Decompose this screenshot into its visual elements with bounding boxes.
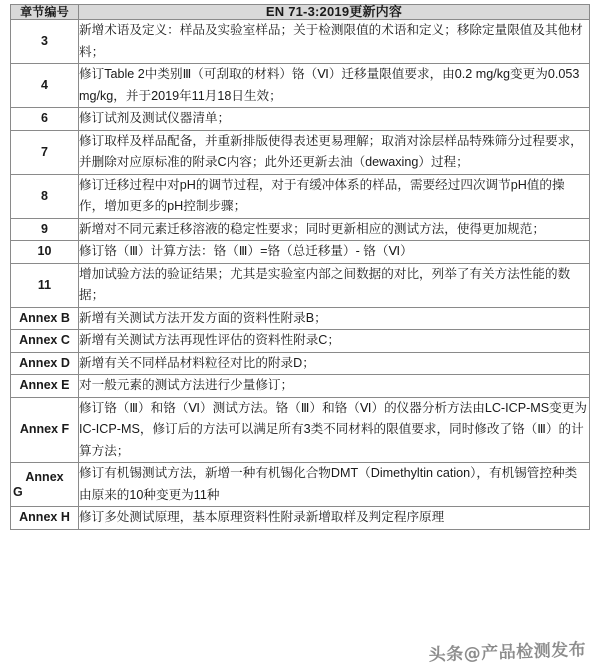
row-section-annex-letter: G <box>13 484 23 499</box>
table-row <box>11 463 590 507</box>
table-row <box>11 375 590 398</box>
row-content: 修订铬（Ⅲ）和铬（Ⅵ）测试方法。铬（Ⅲ）和铬（Ⅵ）的仪器分析方法由LC-ICP-MS变更为IC-ICP-MS，修订后的方法可以满足所有3类不同材料的限值要求，同时修改了铬（Ⅲ）的计算方法； <box>79 397 590 463</box>
row-content: 新增有关不同样品材料粒径对比的附录D； <box>79 352 590 375</box>
table-header <box>11 5 590 20</box>
row-section-annex-word: Annex <box>25 469 64 484</box>
table-row <box>11 174 590 218</box>
row-section-number: 7 <box>11 130 79 174</box>
column-header-content: EN 71-3:2019更新内容 <box>79 5 590 20</box>
row-content: 新增有关测试方法再现性评估的资料性附录C； <box>79 330 590 353</box>
row-content: 修订有机锡测试方法，新增一种有机锡化合物DMT（Dimethyltin cation），有机锡管控种类由原来的10种变更为11种 <box>79 463 590 507</box>
table-row <box>11 352 590 375</box>
table-row <box>11 397 590 463</box>
row-section-number: 9 <box>11 218 79 241</box>
table-row <box>11 218 590 241</box>
row-section-number: 3 <box>11 20 79 64</box>
table-row <box>11 330 590 353</box>
row-section-number: Annex D <box>11 352 79 375</box>
row-section-number: Annex H <box>11 507 79 530</box>
row-section-number: Annex E <box>11 375 79 398</box>
row-section-number: 8 <box>11 174 79 218</box>
row-section-number <box>11 463 79 507</box>
standard-update-table <box>10 4 590 530</box>
row-section-number: Annex B <box>11 307 79 330</box>
row-section-number: Annex C <box>11 330 79 353</box>
table-row <box>11 130 590 174</box>
row-content: 修订试剂及测试仪器清单； <box>79 108 590 131</box>
row-section-number: 11 <box>11 263 79 307</box>
table-row <box>11 108 590 131</box>
table-row <box>11 241 590 264</box>
table-row <box>11 20 590 64</box>
row-section-number: Annex F <box>11 397 79 463</box>
table-body <box>11 20 590 530</box>
row-content: 增加试验方法的验证结果；尤其是实验室内部之间数据的对比，列举了有关方法性能的数据； <box>79 263 590 307</box>
row-content: 修订取样及样品配备，并重新排版使得表述更易理解；取消对涂层样品特殊筛分过程要求，并删除对应原标准的附录C内容；此外还更新去油（dewaxing）过程； <box>79 130 590 174</box>
watermark-text: 头条@产品检测发布 <box>427 640 586 666</box>
table-header-row <box>11 5 590 20</box>
table-row <box>11 64 590 108</box>
row-content: 新增术语及定义：样品及实验室样品；关于检测限值的术语和定义；移除定量限值及其他材料； <box>79 20 590 64</box>
row-section-number: 10 <box>11 241 79 264</box>
row-content: 修订迁移过程中对pH的调节过程，对于有缓冲体系的样品，需要经过四次调节pH值的操作，增加更多的pH控制步骤； <box>79 174 590 218</box>
row-content: 新增有关测试方法开发方面的资料性附录B； <box>79 307 590 330</box>
table-row <box>11 263 590 307</box>
row-content: 修订Table 2中类别Ⅲ（可刮取的材料）铬（Ⅵ）迁移量限值要求，由0.2 mg/kg变更为0.053 mg/kg，并于2019年11月18日生效； <box>79 64 590 108</box>
row-content: 新增对不同元素迁移溶液的稳定性要求；同时更新相应的测试方法，使得更加规范； <box>79 218 590 241</box>
row-content: 修订铬（Ⅲ）计算方法：铬（Ⅲ）=铬（总迁移量）- 铬（Ⅵ） <box>79 241 590 264</box>
column-header-section: 章节编号 <box>11 5 79 20</box>
row-section-number: 6 <box>11 108 79 131</box>
table-row <box>11 507 590 530</box>
row-content: 修订多处测试原理，基本原理资料性附录新增取样及判定程序原理 <box>79 507 590 530</box>
row-section-number: 4 <box>11 64 79 108</box>
table-row <box>11 307 590 330</box>
row-content: 对一般元素的测试方法进行少量修订； <box>79 375 590 398</box>
